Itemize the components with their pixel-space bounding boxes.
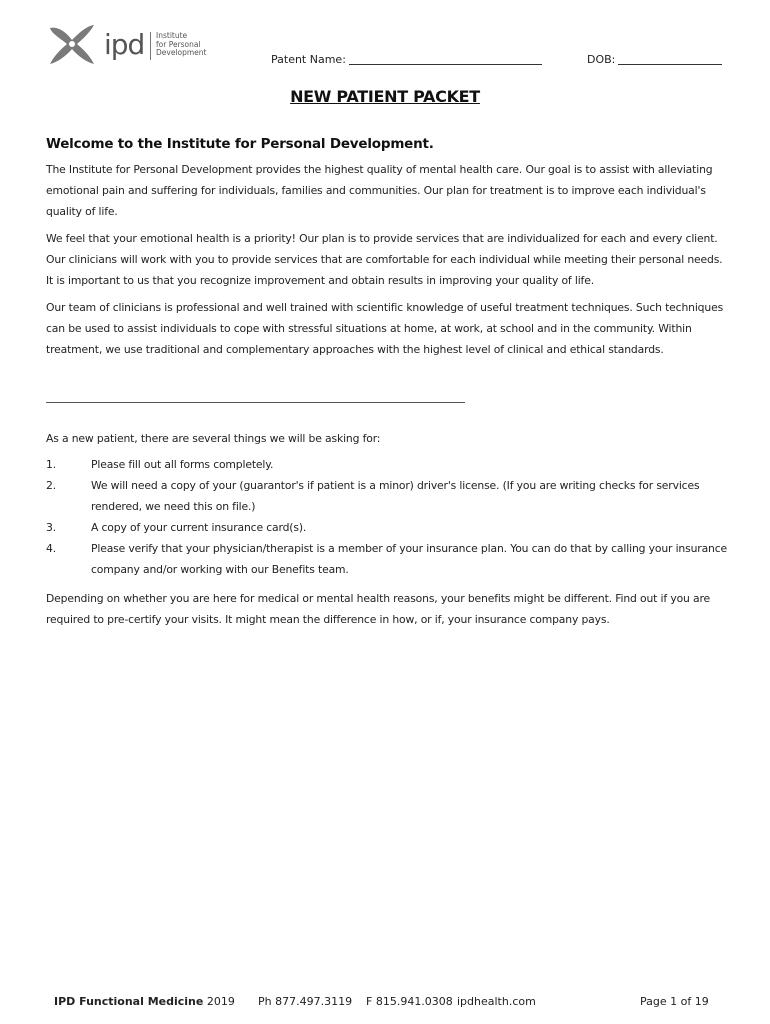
footer-fax: F 815.941.0308 [366, 995, 453, 1008]
logo-tagline [156, 32, 207, 58]
list-item-text: Please fill out all forms completely. [91, 458, 274, 471]
dob-label: DOB: [587, 53, 616, 66]
intro-paragraph: We feel that your emotional health is a priority! Our plan is to provide services that are individualized for each and every client. Our clinicians will work with you to provide services that are comfortable for each individual while meeting their personal needs. It is important to us that you recognize improvement and obtain results in improving your quality of life. [46, 232, 723, 287]
dob-field[interactable] [587, 53, 722, 66]
closing-paragraph: Depending on whether you are here for medical or mental health reasons, your benefits might be different. Find out if you are required to pre-certify your visits. It might mean the difference in how, or if, your insurance company pays. [46, 592, 711, 626]
requirements-list [46, 454, 728, 580]
intro-paragraph: The Institute for Personal Development provides the highest quality of mental health care. Our goal is to assist with alleviating emotional pain and suffering for individuals, families and communities. Our plan for treatment is to improve each individual's quality of life. [46, 163, 713, 218]
logo-tagline-line: for Personal [156, 39, 201, 49]
list-item-number: 2. [46, 479, 57, 492]
ipd-logo [44, 22, 207, 68]
logo-tagline-line: Development [156, 48, 207, 57]
intro-paragraphs [46, 159, 728, 366]
logo-divider [150, 32, 151, 60]
footer-org [54, 995, 235, 1008]
list-item-number: 4. [46, 542, 57, 555]
patient-name-blank[interactable] [349, 54, 542, 65]
list-item-text: We will need a copy of your (guarantor's if patient is a minor) driver's license. (If you are writing checks for services rendered, we need this on file.) [91, 479, 700, 513]
asking-intro: As a new patient, there are several things we will be asking for: [46, 432, 381, 445]
patient-name-label: Patent Name: [271, 53, 346, 66]
section-divider [46, 402, 465, 403]
welcome-heading: Welcome to the Institute for Personal Development. [46, 136, 434, 152]
logo-tagline-line: Institute [156, 31, 188, 40]
list-item [46, 475, 728, 517]
footer-year: 2019 [206, 995, 235, 1008]
list-item [46, 538, 728, 580]
list-item-text: A copy of your current insurance card(s). [91, 521, 307, 534]
footer-org-name: IPD Functional Medicine [54, 995, 204, 1008]
logo-wordmark: ipd [104, 28, 145, 61]
dob-blank[interactable] [618, 54, 722, 65]
footer-page-number: Page 1 of 19 [640, 995, 709, 1008]
list-item-number: 3. [46, 521, 57, 534]
intro-paragraph: Our team of clinicians is professional and well trained with scientific knowledge of useful treatment techniques. Such techniques can be used to assist individuals to cope with stressful situations at home, at work, at school and in the community. Within treatment, we use traditional and complementary approaches with the highest level of clinical and ethical standards. [46, 301, 724, 356]
footer-website[interactable]: ipdhealth.com [457, 995, 536, 1008]
page-title: NEW PATIENT PACKET [290, 87, 480, 106]
footer-phone: Ph 877.497.3119 [258, 995, 353, 1008]
list-item [46, 454, 728, 475]
ipd-logo-mark-icon [44, 22, 100, 68]
list-item-number: 1. [46, 458, 57, 471]
patient-name-field[interactable] [271, 53, 542, 66]
list-item [46, 517, 728, 538]
list-item-text: Please verify that your physician/therapist is a member of your insurance plan. You can do that by calling your insurance company and/or working with our Benefits team. [91, 542, 728, 576]
